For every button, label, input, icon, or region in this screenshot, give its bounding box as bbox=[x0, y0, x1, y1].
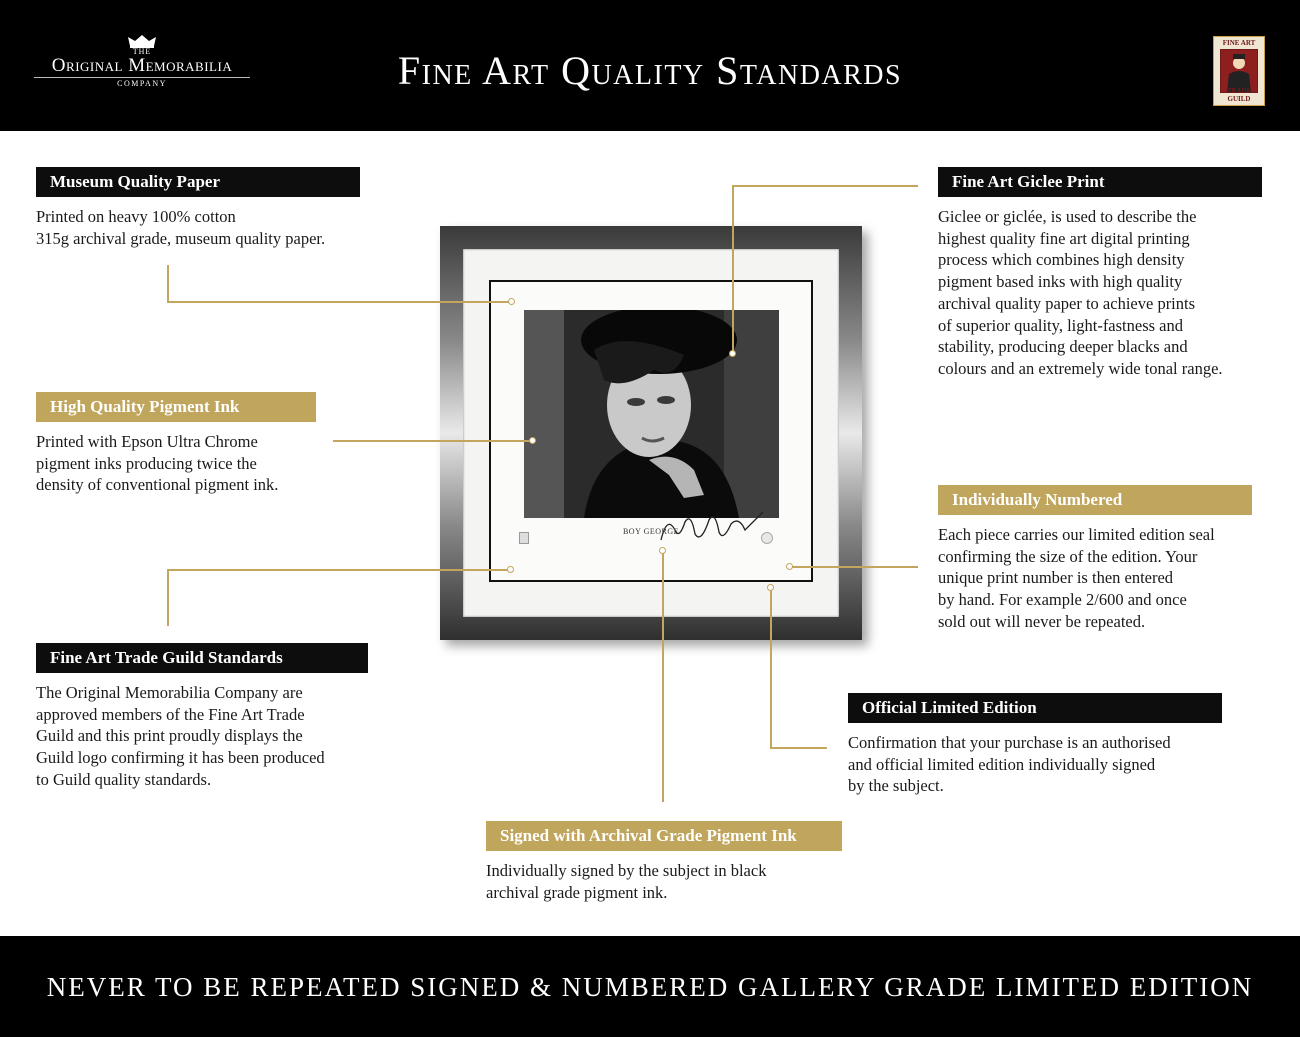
connector-line bbox=[732, 185, 918, 187]
connector-line bbox=[770, 747, 827, 749]
giclee-line: Giclee or giclée, is used to describe the bbox=[938, 207, 1197, 226]
connector-line bbox=[662, 552, 664, 802]
signed-line: Individually signed by the subject in black bbox=[486, 861, 767, 880]
giclee-line: process which combines high density bbox=[938, 250, 1185, 270]
connector-line bbox=[167, 265, 169, 302]
footer-bar bbox=[0, 936, 1300, 1037]
giclee-line: stability, producing deeper blacks and bbox=[938, 337, 1188, 357]
logo-company: COMPANY bbox=[117, 79, 167, 88]
header-bar bbox=[0, 0, 1300, 131]
museum-paper-line: 315g archival grade, museum quality paper. bbox=[36, 228, 326, 248]
museum-paper-text bbox=[36, 206, 416, 249]
trade-guild-line: The Original Memorabilia Company are bbox=[36, 683, 303, 702]
official-edition-text bbox=[848, 732, 1268, 797]
museum-paper-line: Printed on heavy 100% cotton bbox=[36, 207, 236, 226]
giclee-line: colours and an extremely wide tonal range. bbox=[938, 358, 1223, 378]
connector-dot bbox=[729, 350, 736, 357]
giclee-line: highest quality fine art digital printing bbox=[938, 228, 1190, 248]
connector-line bbox=[770, 590, 772, 748]
signed-line: archival grade pigment ink. bbox=[486, 882, 668, 902]
print-paper bbox=[489, 280, 813, 582]
connector-dot bbox=[659, 547, 666, 554]
framed-print[interactable] bbox=[440, 226, 862, 640]
print-mat bbox=[463, 249, 839, 617]
connector-line bbox=[167, 569, 508, 571]
logo-divider bbox=[34, 77, 250, 78]
trade-guild-line: Guild logo confirming it has been produced bbox=[36, 748, 325, 768]
connector-line bbox=[333, 440, 530, 442]
connector-dot bbox=[529, 437, 536, 444]
portrait-photo bbox=[524, 310, 779, 518]
company-logo[interactable] bbox=[34, 34, 250, 98]
page-title: Fine Art Quality Standards bbox=[397, 48, 903, 93]
numbered-line: unique print number is then entered bbox=[938, 568, 1174, 588]
edition-seal-icon bbox=[761, 532, 773, 544]
connector-dot bbox=[767, 584, 774, 591]
numbered-line: by hand. For example 2/600 and once bbox=[938, 590, 1187, 610]
trade-guild-text bbox=[36, 682, 381, 791]
pigment-ink-line: Printed with Epson Ultra Chrome bbox=[36, 432, 258, 451]
museum-paper-label: Museum Quality Paper bbox=[36, 167, 360, 197]
numbered-line: sold out will never be repeated. bbox=[938, 611, 1146, 631]
pigment-ink-line: pigment inks producing twice the bbox=[36, 453, 257, 473]
guild-logo-bottom: TRADE GUILD bbox=[1226, 87, 1252, 103]
connector-line bbox=[167, 301, 509, 303]
official-edition-label: Official Limited Edition bbox=[848, 693, 1222, 723]
giclee-line: pigment based inks with high quality bbox=[938, 272, 1183, 292]
connector-line bbox=[732, 185, 734, 351]
trade-guild-label: Fine Art Trade Guild Standards bbox=[36, 643, 368, 673]
numbered-text bbox=[938, 524, 1283, 633]
trade-guild-line: approved members of the Fine Art Trade bbox=[36, 704, 305, 724]
pigment-ink-label: High Quality Pigment Ink bbox=[36, 392, 316, 422]
connector-dot bbox=[508, 298, 515, 305]
numbered-line: Each piece carries our limited edition seal bbox=[938, 525, 1215, 544]
signed-text bbox=[486, 860, 846, 903]
giclee-line: archival quality paper to achieve prints bbox=[938, 293, 1196, 313]
numbered-label: Individually Numbered bbox=[938, 485, 1252, 515]
connector-line bbox=[792, 566, 918, 568]
trade-guild-line: Guild and this print proudly displays the bbox=[36, 726, 303, 746]
official-edition-line: by the subject. bbox=[848, 776, 944, 796]
signed-label: Signed with Archival Grade Pigment Ink bbox=[486, 821, 842, 851]
giclee-label: Fine Art Giclee Print bbox=[938, 167, 1262, 197]
guild-seal-icon bbox=[519, 532, 529, 544]
official-edition-line: Confirmation that your purchase is an authorised bbox=[848, 733, 1171, 752]
official-edition-line: and official limited edition individually signed bbox=[848, 754, 1156, 774]
pigment-ink-line: density of conventional pigment ink. bbox=[36, 475, 279, 495]
giclee-text bbox=[938, 206, 1283, 380]
trade-guild-logo[interactable] bbox=[1213, 36, 1265, 106]
giclee-line: of superior quality, light-fastness and bbox=[938, 315, 1184, 335]
footer-tagline: NEVER TO BE REPEATED SIGNED & NUMBERED GALLERY GRADE LIMITED EDITION bbox=[46, 972, 1254, 1002]
guild-logo-top: FINE ART bbox=[1222, 39, 1256, 47]
connector-dot bbox=[786, 563, 793, 570]
logo-name: Original Memorabilia bbox=[51, 55, 233, 76]
pigment-ink-text bbox=[36, 431, 336, 496]
print-caption: BOY GEORGE bbox=[622, 527, 680, 536]
connector-dot bbox=[507, 566, 514, 573]
logo-the: THE bbox=[132, 47, 152, 56]
connector-line bbox=[167, 569, 169, 626]
crown-icon bbox=[127, 34, 157, 48]
trade-guild-line: to Guild quality standards. bbox=[36, 769, 212, 789]
numbered-line: confirming the size of the edition. Your bbox=[938, 546, 1198, 566]
